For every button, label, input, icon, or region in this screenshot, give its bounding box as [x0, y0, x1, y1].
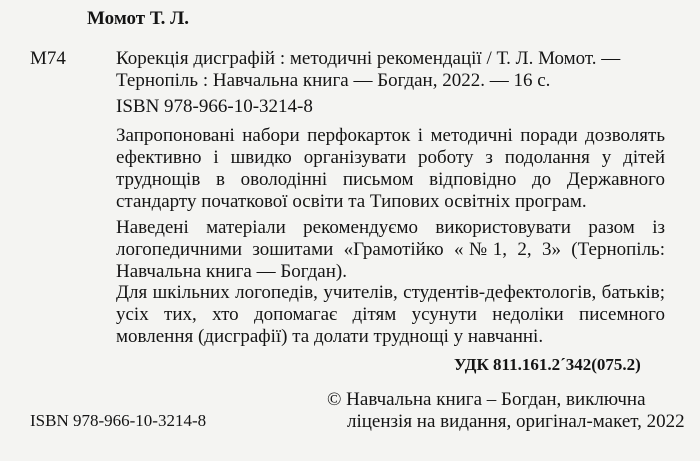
author-name: Момот Т. Л.: [87, 8, 190, 29]
annotation-paragraph-1: Запропоновані набори перфокарток і методичні поради дозволять ефективно і швидко організувати роботу з подолання у дітей труднощів в оволодінні письмом відповідно до Державного стандарту початкової освіти та Типових освітніх програм.: [116, 125, 665, 212]
copyright-line-2: ліцензія на видання, оригінал-макет, 2022: [347, 411, 685, 432]
isbn-top: ISBN 978-966-10-3214-8: [116, 96, 313, 117]
annotation-paragraph-2: Наведені матеріали рекомендуємо використовувати разом із логопедичними зошитами «Грамотійко «№1, 2, 3» (Тернопіль: Навчальна книга — Богдан).: [116, 217, 665, 282]
udk-code: УДК 811.161.2ˊ342(075.2): [454, 355, 641, 374]
bibliographic-line-1: Корекція дисграфій : методичні рекомендації / Т. Л. Момот. —: [116, 48, 621, 69]
bibliographic-line-2: Тернопіль : Навчальна книга — Богдан, 2022. — 16 с.: [116, 70, 551, 91]
copyright-line-1: © Навчальна книга – Богдан, виключна: [327, 389, 646, 410]
catalog-code: М74: [30, 48, 66, 69]
annotation-paragraph-3: Для шкільних логопедів, учителів, студентів-дефектологів, батьків; усіх тих, хто допомагає дітям усунути недоліки писемного мовлення (дисграфії) та долати труднощі у навчанні.: [116, 282, 665, 347]
isbn-bottom: ISBN 978-966-10-3214-8: [30, 411, 207, 430]
